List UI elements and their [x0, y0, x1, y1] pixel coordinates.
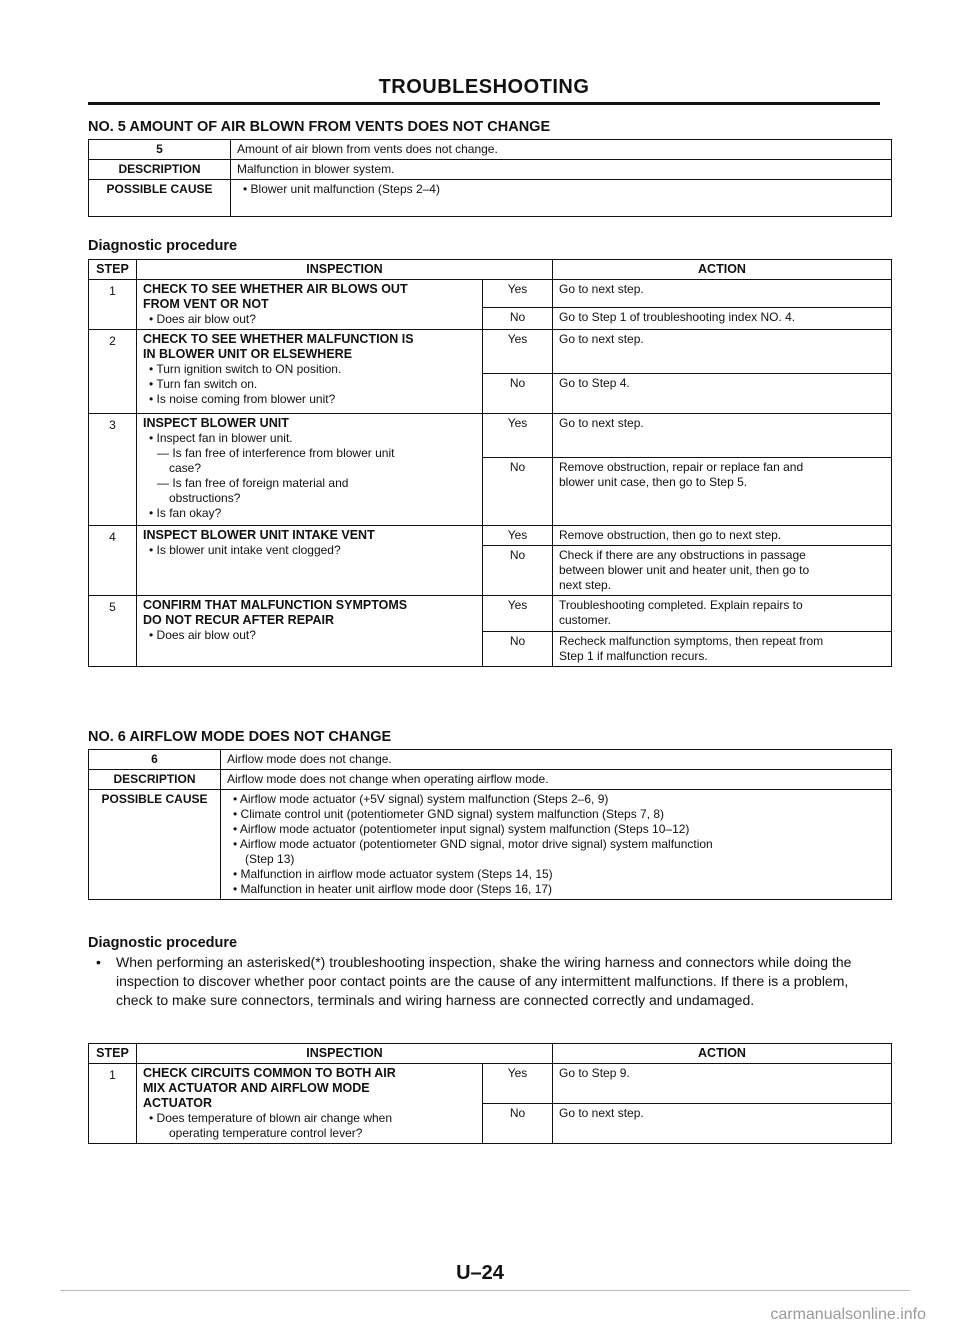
summary-row-description — [89, 770, 892, 790]
description-text: Malfunction in blower system. — [231, 160, 892, 180]
action-line: Go to Step 9. — [559, 1066, 630, 1080]
no-action — [553, 546, 892, 596]
inspection-cell — [137, 330, 483, 414]
inspection-title: CHECK TO SEE WHETHER AIR BLOWS OUT — [143, 282, 408, 296]
diagnostic-heading-1: Diagnostic procedure — [88, 238, 238, 254]
summary-number-text: Amount of air blown from vents does not change. — [231, 140, 892, 160]
cause-label: POSSIBLE CAUSE — [89, 180, 231, 217]
diagnostic-table-no5 — [88, 259, 892, 667]
diag-step-row — [89, 414, 892, 458]
summary-table-no6 — [88, 749, 892, 900]
inspection-item: • Does temperature of blown air change when — [149, 1111, 393, 1125]
yes-action — [553, 526, 892, 546]
footer-divider — [60, 1290, 910, 1291]
no-label: No — [483, 1104, 553, 1144]
inspection-item: • Is blower unit intake vent clogged? — [149, 543, 341, 557]
yes-action — [553, 414, 892, 458]
diag-step-row — [89, 596, 892, 632]
inspection-cell — [137, 526, 483, 596]
action-line: Go to Step 1 of troubleshooting index NO. 4. — [559, 310, 796, 325]
no-label: No — [483, 632, 553, 667]
cause-label: POSSIBLE CAUSE — [89, 790, 221, 900]
header-action: ACTION — [553, 260, 892, 280]
action-line: Go to next step. — [559, 282, 644, 296]
no-label: No — [483, 374, 553, 414]
inspection-title: ACTUATOR — [143, 1096, 212, 1110]
description-text: Airflow mode does not change when operating airflow mode. — [221, 770, 892, 790]
inspection-cell — [137, 1064, 483, 1144]
header-inspection: INSPECTION — [137, 1044, 553, 1064]
action-line: Remove obstruction, repair or replace fan and — [559, 460, 804, 474]
action-line: Go to Step 4. — [559, 376, 630, 390]
wiring-note — [96, 953, 886, 1008]
section-title-no6: NO. 6 AIRFLOW MODE DOES NOT CHANGE — [88, 729, 392, 745]
inspection-item: • Turn fan switch on. — [149, 377, 258, 391]
yes-label: Yes — [483, 526, 553, 546]
diagnostic-heading-2: Diagnostic procedure — [88, 935, 238, 951]
cause-list — [231, 180, 892, 217]
step-number: 2 — [89, 330, 137, 414]
yes-label: Yes — [483, 414, 553, 458]
cause-item: • Climate control unit (potentiometer GND signal) system malfunction (Steps 7, 8) — [233, 807, 665, 821]
diag-header-row — [89, 260, 892, 280]
yes-action — [553, 330, 892, 374]
action-line: Check if there are any obstructions in passage — [559, 548, 806, 562]
header-step: STEP — [89, 1044, 137, 1064]
inspection-item: case? — [169, 461, 202, 475]
summary-row-cause — [89, 790, 892, 900]
action-line: customer. — [559, 613, 612, 627]
inspection-title: IN BLOWER UNIT OR ELSEWHERE — [143, 347, 353, 361]
cause-list — [221, 790, 892, 900]
inspection-title: MIX ACTUATOR AND AIRFLOW MODE — [143, 1081, 370, 1095]
no-label: No — [483, 308, 553, 330]
action-line: Go to next step. — [559, 1106, 644, 1120]
action-line: blower unit case, then go to Step 5. — [559, 475, 748, 489]
description-label: DESCRIPTION — [89, 770, 221, 790]
summary-number-text: Airflow mode does not change. — [221, 750, 892, 770]
no-action — [553, 1104, 892, 1144]
bullet-icon: • — [96, 954, 101, 970]
yes-label: Yes — [483, 330, 553, 374]
header-action: ACTION — [553, 1044, 892, 1064]
inspection-cell — [137, 596, 483, 667]
action-line: next step. — [559, 578, 612, 592]
step-number: 5 — [89, 596, 137, 667]
inspection-item: — Is fan free of foreign material and — [157, 476, 349, 490]
diag-header-row — [89, 1044, 892, 1064]
inspection-title: DO NOT RECUR AFTER REPAIR — [143, 613, 334, 627]
diag-step-row — [89, 1064, 892, 1104]
step-number: 1 — [89, 280, 137, 330]
diag-step-row — [89, 526, 892, 546]
yes-label: Yes — [483, 1064, 553, 1104]
inspection-item: — Is fan free of interference from blower unit — [157, 446, 395, 460]
action-line: Go to next step. — [559, 416, 644, 430]
step-number: 3 — [89, 414, 137, 526]
section-title-no5: NO. 5 AMOUNT OF AIR BLOWN FROM VENTS DOES NOT CHANGE — [88, 119, 551, 135]
inspection-item: • Inspect fan in blower unit. — [149, 431, 293, 445]
action-line: Troubleshooting completed. Explain repairs to — [559, 598, 803, 612]
summary-row-number — [89, 750, 892, 770]
diagnostic-table-no6 — [88, 1043, 892, 1144]
cause-item: • Airflow mode actuator (+5V signal) system malfunction (Steps 2–6, 9) — [233, 792, 609, 806]
step-number: 4 — [89, 526, 137, 596]
cause-item: • Malfunction in airflow mode actuator system (Steps 14, 15) — [233, 867, 553, 881]
title-divider — [88, 102, 880, 105]
page-number: U–24 — [456, 1262, 504, 1284]
inspection-item: • Is noise coming from blower unit? — [149, 392, 336, 406]
no-action — [553, 374, 892, 414]
inspection-cell — [137, 280, 483, 330]
inspection-title: INSPECT BLOWER UNIT — [143, 416, 289, 430]
header-inspection: INSPECTION — [137, 260, 553, 280]
header-step: STEP — [89, 260, 137, 280]
inspection-title: FROM VENT OR NOT — [143, 297, 269, 311]
cause-item: (Step 13) — [245, 852, 295, 866]
cause-item: • Airflow mode actuator (potentiometer GND signal, motor drive signal) system malfunction — [233, 837, 713, 851]
inspection-item: • Is fan okay? — [149, 506, 222, 520]
yes-action — [553, 1064, 892, 1104]
no-label: No — [483, 546, 553, 596]
summary-row-cause — [89, 180, 892, 217]
yes-label: Yes — [483, 596, 553, 632]
cause-item: • Airflow mode actuator (potentiometer input signal) system malfunction (Steps 10–12) — [233, 822, 690, 836]
action-line: between blower unit and heater unit, then go to — [559, 563, 810, 577]
no-action — [553, 308, 892, 330]
summary-row-description — [89, 160, 892, 180]
summary-number: 5 — [89, 140, 231, 160]
inspection-cell — [137, 414, 483, 526]
inspection-item: • Does air blow out? — [149, 628, 256, 642]
description-label: DESCRIPTION — [89, 160, 231, 180]
inspection-item: • Turn ignition switch to ON position. — [149, 362, 342, 376]
yes-action — [553, 280, 892, 308]
summary-table-no5 — [88, 139, 892, 217]
no-action — [553, 458, 892, 526]
page-title: TROUBLESHOOTING — [378, 76, 590, 98]
inspection-item: obstructions? — [169, 491, 241, 505]
no-label: No — [483, 458, 553, 526]
inspection-item: operating temperature control lever? — [169, 1126, 363, 1140]
inspection-item: • Does air blow out? — [149, 312, 256, 326]
summary-number: 6 — [89, 750, 221, 770]
watermark: carmanualsonline.info — [770, 1306, 926, 1323]
wiring-note-text: When performing an asterisked(*) troubleshooting inspection, shake the wiring harness and connectors while doing the inspection to discover whether poor contact points are the cause of any intermittent malfunctions. If there is a problem, check to make sure connectors, terminals and wiring harness are connected correctly and undamaged. — [116, 954, 852, 1008]
action-line: Remove obstruction, then go to next step. — [559, 528, 782, 542]
inspection-title: CONFIRM THAT MALFUNCTION SYMPTOMS — [143, 598, 408, 612]
cause-item: • Malfunction in heater unit airflow mode door (Steps 16, 17) — [233, 882, 553, 896]
cause-item: • Blower unit malfunction (Steps 2–4) — [243, 182, 440, 196]
inspection-title: CHECK CIRCUITS COMMON TO BOTH AIR — [143, 1066, 396, 1080]
inspection-title: INSPECT BLOWER UNIT INTAKE VENT — [143, 528, 375, 542]
yes-action — [553, 596, 892, 632]
action-line: Go to next step. — [559, 332, 644, 346]
summary-row-number — [89, 140, 892, 160]
inspection-title: CHECK TO SEE WHETHER MALFUNCTION IS — [143, 332, 414, 346]
action-line: Recheck malfunction symptoms, then repeat from — [559, 634, 824, 648]
diag-step-row — [89, 280, 892, 308]
no-action — [553, 632, 892, 667]
yes-label: Yes — [483, 280, 553, 308]
diag-step-row — [89, 330, 892, 374]
action-line: Step 1 if malfunction recurs. — [559, 649, 708, 663]
step-number: 1 — [89, 1064, 137, 1144]
